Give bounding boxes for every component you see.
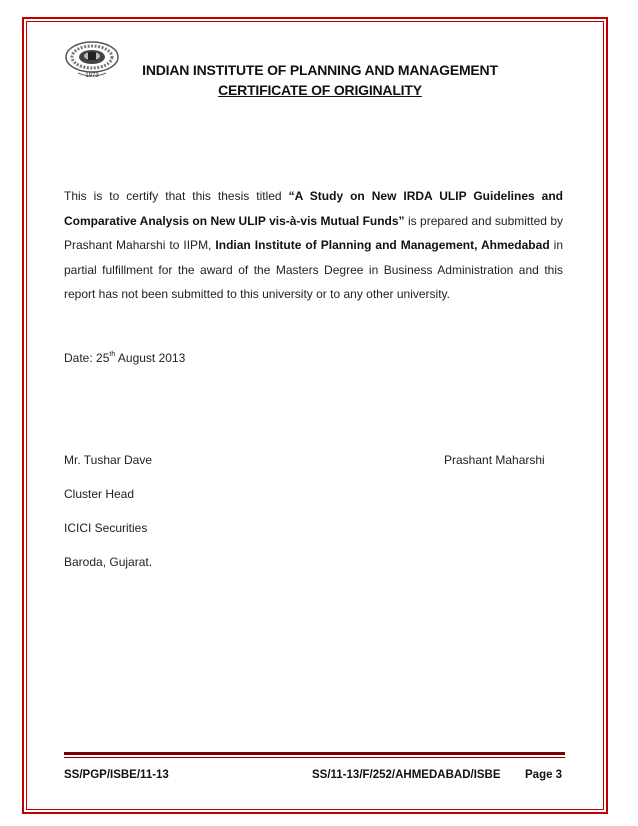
- guide-name: Mr. Tushar Dave: [64, 453, 153, 467]
- date-rest: August 2013: [115, 351, 186, 365]
- guide-location: Baroda, Gujarat.: [64, 555, 153, 569]
- guide-designation: Cluster Head: [64, 487, 135, 501]
- institute-heading: INDIAN INSTITUTE OF PLANNING AND MANAGEMENT: [142, 62, 498, 78]
- footer-right-code: SS/11-13/F/252/AHMEDABAD/ISBE: [312, 769, 501, 781]
- body-text-1: This is to certify that this thesis titled: [64, 189, 289, 203]
- guide-company: ICICI Securities: [64, 521, 148, 535]
- body-text-3: in partial fulfillment for the award of the Masters Degree in Business Administration and this report has not been submitted to this university or to any other university.: [64, 238, 563, 301]
- footer-left-code: SS/PGP/ISBE/11-13: [64, 769, 169, 781]
- date-ordinal: th: [109, 351, 116, 358]
- footer-rule-thin: [64, 757, 565, 758]
- thesis-title: “A Study on New IRDA ULIP Guidelines and Comparative Analysis on New ULIP vis-à-vis Mutual Funds”: [64, 189, 564, 228]
- logo-year: 1973: [85, 73, 99, 78]
- certificate-heading: CERTIFICATE OF ORIGINALITY: [218, 82, 422, 98]
- footer-rule-thick: [64, 752, 565, 755]
- page-number: Page 3: [525, 769, 563, 781]
- student-name: Prashant Maharshi: [444, 453, 545, 467]
- date-prefix: Date: 25: [64, 351, 110, 365]
- institute-name: Indian Institute of Planning and Management, Ahmedabad: [215, 238, 550, 252]
- page-border-inner: [26, 21, 604, 810]
- certification-paragraph: [64, 184, 563, 307]
- body-text-2: is prepared and submitted by Prashant Maharshi to IIPM,: [64, 213, 563, 252]
- date-line: [64, 351, 185, 365]
